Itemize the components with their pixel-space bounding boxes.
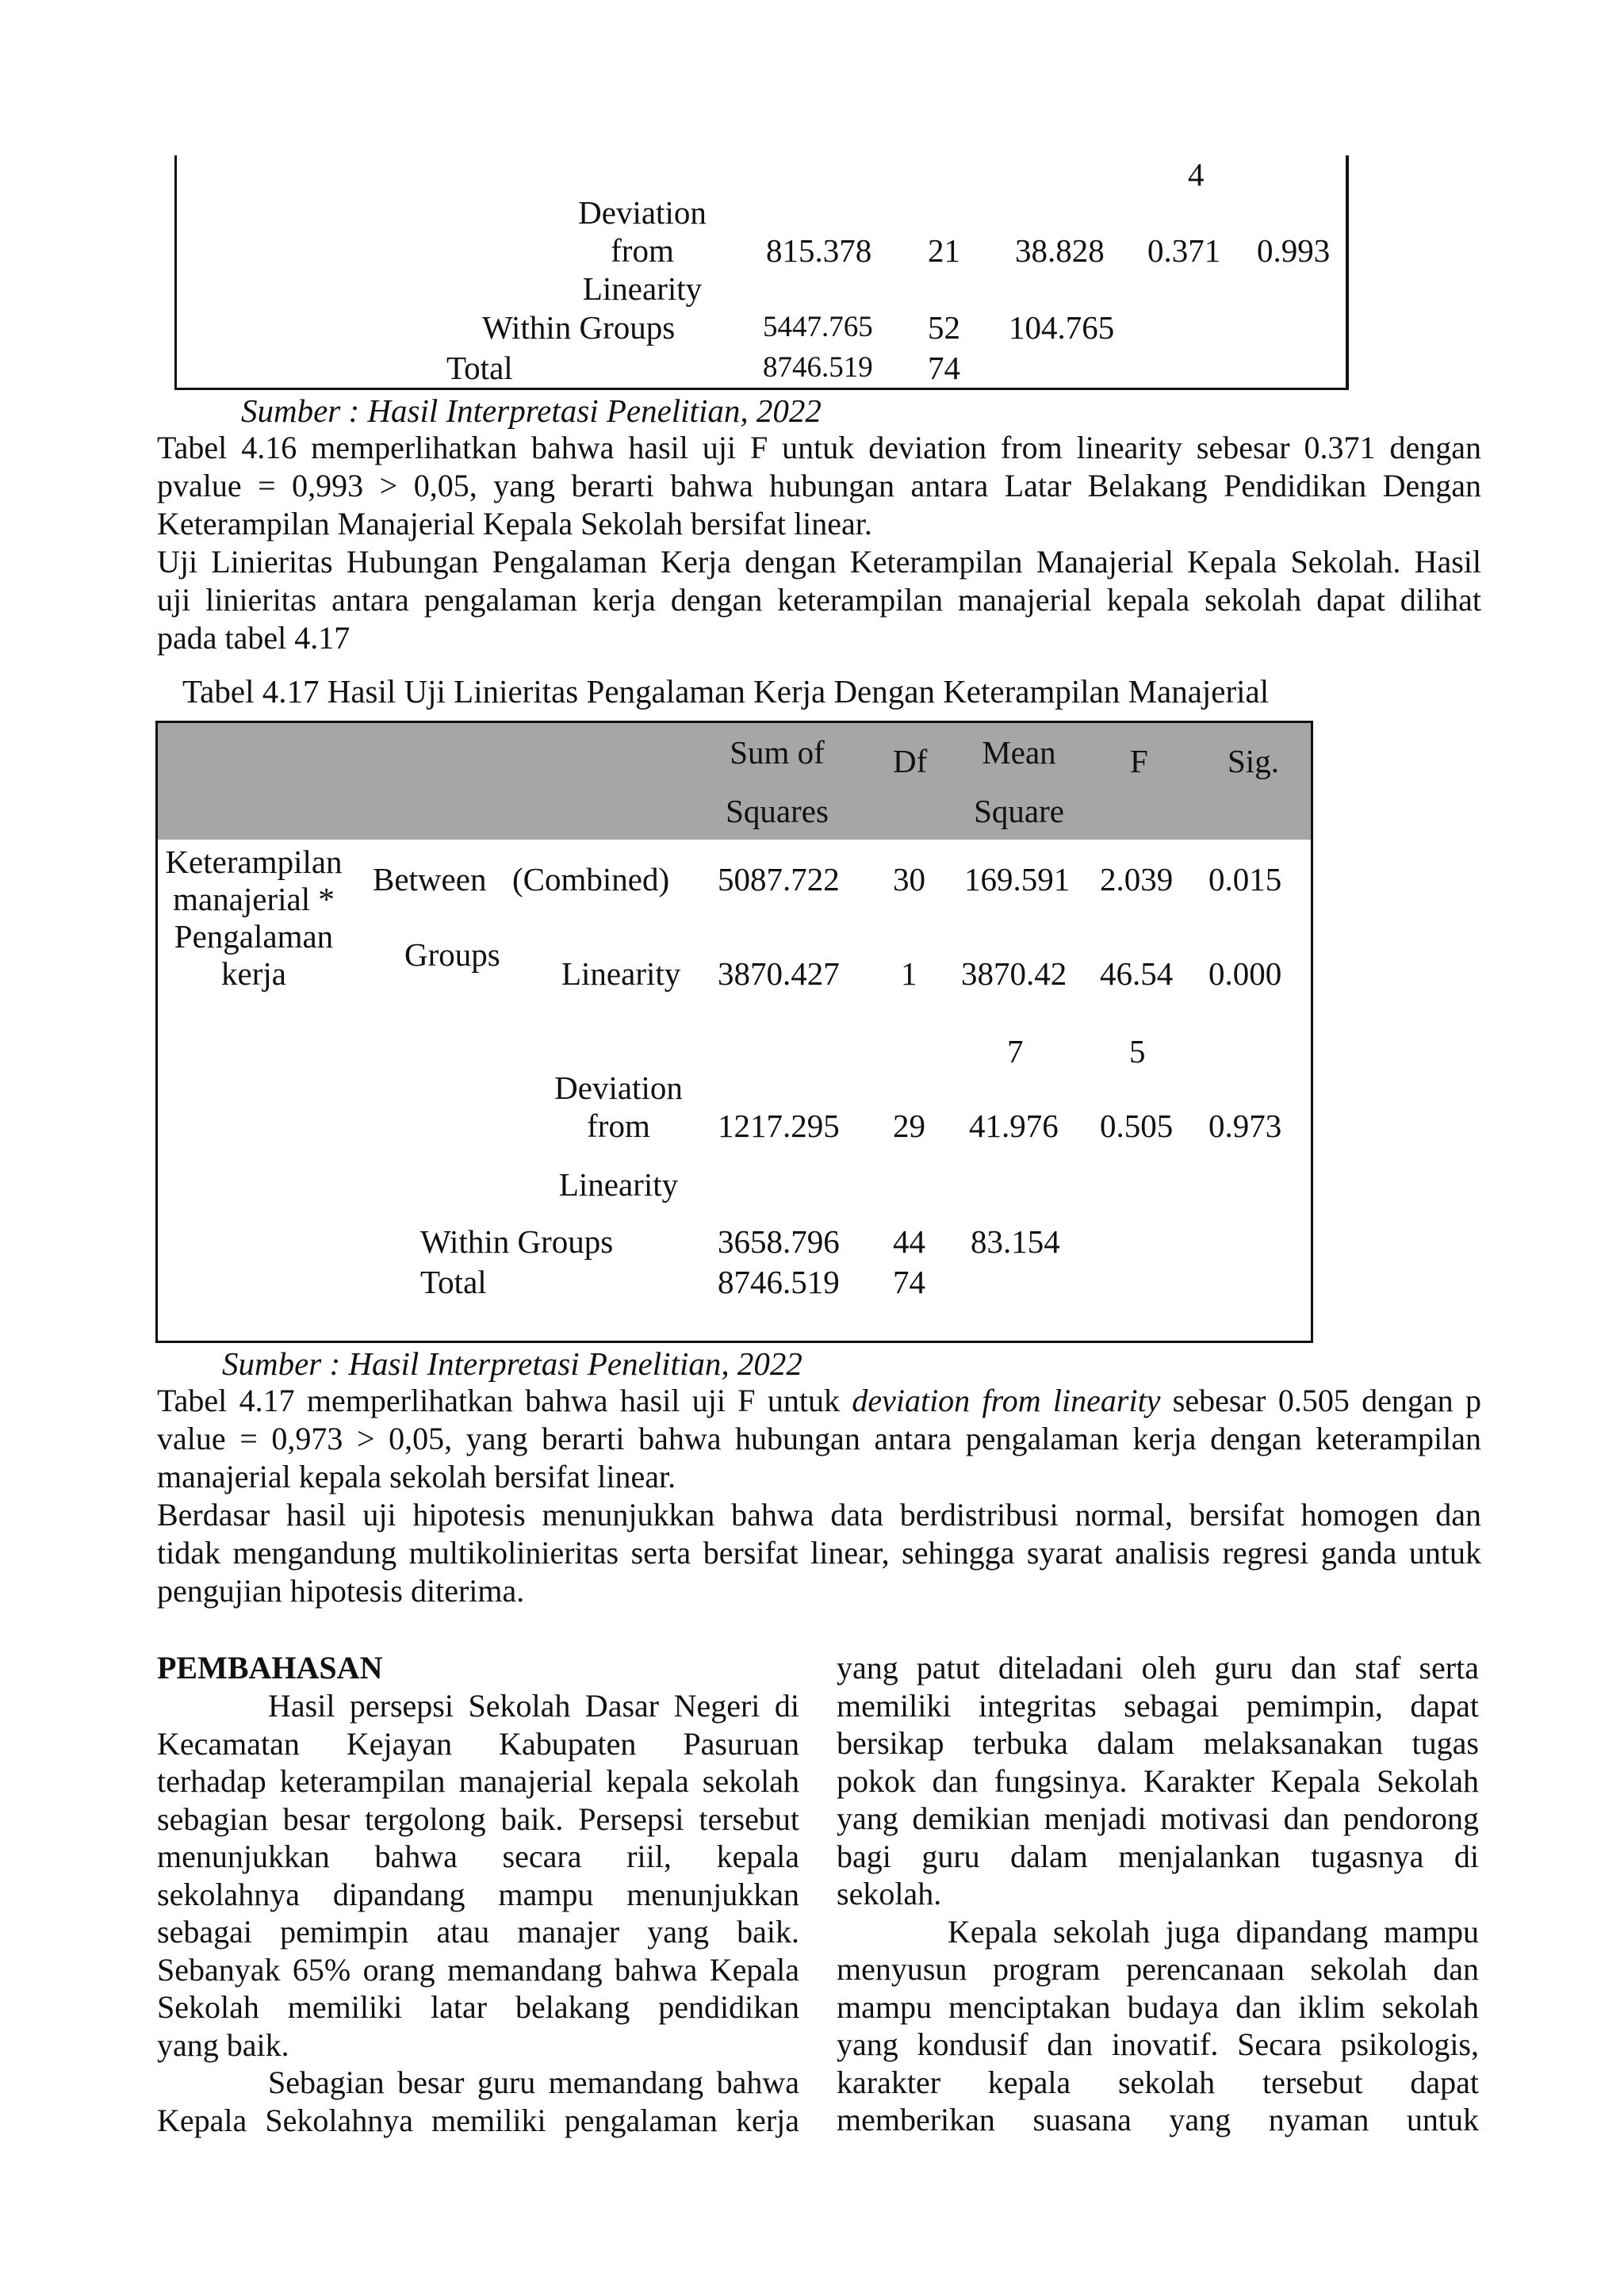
right-col-line: yang patut diteladani oleh guru dan staf serta	[837, 1650, 1479, 1686]
table-416-right-border	[1346, 155, 1349, 390]
right-col-line: Kepala sekolah juga dipandang mampu	[948, 1913, 1479, 1950]
left-col-line: Kepala Sekolahnya memiliki pengalaman kerja	[157, 2102, 799, 2138]
table-417-header-f: F	[1130, 743, 1148, 779]
table-417-between-label: Between	[373, 861, 487, 897]
paragraph-table-417-interpretation: Tabel 4.17 memperlihatkan bahwa hasil uji F untuk deviation from linearity sebesar 0.505 dengan p value = 0,973 > 0,05, yang berarti bahwa hubungan antara pengalaman kerja dengan keterampilan manajerial kepala sekolah bersifat linear.	[157, 1383, 1481, 1494]
table-417-row-label: Keterampilan manajerial * Pengalaman kerja	[165, 844, 343, 992]
table-417-deviation-df: 29	[893, 1108, 925, 1144]
table-417-total-df: 74	[893, 1264, 925, 1300]
left-col-line: Kecamatan Kejayan Kabupaten Pasuruan	[157, 1725, 799, 1762]
right-col-line: mampu menciptakan budaya dan iklim sekolah	[837, 1988, 1479, 2025]
table-416-within-ms: 104.765	[1009, 309, 1115, 346]
table-417-linearity-sig: 0.000	[1208, 955, 1282, 992]
table-416-deviation-f: 0.371	[1147, 232, 1221, 269]
table-417-source: Sumber : Hasil Interpretasi Penelitian, 2022	[222, 1345, 802, 1382]
table-417-within-ms: 83.154	[971, 1223, 1060, 1260]
table-417-header-df: Df	[893, 743, 928, 779]
right-col-line: bersikap terbuka dalam melaksanakan tugas	[837, 1725, 1479, 1761]
right-col-line: pokok dan fungsinya. Karakter Kepala Sekolah	[837, 1762, 1479, 1799]
right-col-line: yang kondusif dan inovatif. Secara psikologis,	[837, 2026, 1479, 2062]
table-417-deviation-ss: 1217.295	[718, 1108, 840, 1144]
paragraph-conclusion: Berdasar hasil uji hipotesis menunjukkan bahwa data berdistribusi normal, bersifat homogen dan tidak mengandung multikolinieritas serta bersifat linear, sehingga syarat analisis regresi ganda untuk pengujian hipotesis diterima.	[157, 1497, 1481, 1609]
table-416-total-df: 74	[928, 350, 960, 386]
left-col-line: sebagai pemimpin atau manajer yang baik.	[157, 1914, 799, 1950]
table-416-f-overflow: 4	[1188, 156, 1205, 193]
table-416-deviation-ms: 38.828	[1015, 232, 1105, 269]
table-417-linearity-ms-overflow: 7	[1007, 1033, 1024, 1070]
table-417-within-ss: 3658.796	[718, 1223, 840, 1260]
left-col-line: terhadap keterampilan manajerial kepala sekolah	[157, 1763, 799, 1799]
table-417-header-sig: Sig.	[1228, 743, 1279, 779]
table-416-source: Sumber : Hasil Interpretasi Penelitian, 2022	[241, 392, 822, 429]
table-416-deviation-df: 21	[928, 232, 960, 269]
table-416-left-border	[174, 155, 177, 390]
left-col-line: Sebanyak 65% orang memandang bahwa Kepala	[157, 1951, 799, 1988]
table-417-combined-df: 30	[893, 861, 925, 897]
table-416-total-ss: 8746.519	[763, 351, 873, 384]
table-416-bottom-border	[174, 388, 1349, 390]
left-col-line: Hasil persepsi Sekolah Dasar Negeri di	[268, 1688, 799, 1724]
table-417-linearity-ss: 3870.427	[718, 955, 840, 992]
table-416-within-ss: 5447.765	[763, 311, 873, 343]
section-title: PEMBAHASAN	[157, 1650, 383, 1686]
table-417-header-ss: Sum of Squares	[726, 734, 829, 829]
table-417-caption: Tabel 4.17 Hasil Uji Linieritas Pengalaman Kerja Dengan Keterampilan Manajerial	[182, 673, 1270, 710]
table-416-deviation-sig: 0.993	[1257, 232, 1331, 269]
table-417-combined-f: 2.039	[1100, 861, 1174, 897]
table-417-header-ms: Mean Square	[974, 734, 1064, 829]
left-col-line: sekolahnya dipandang mampu menunjukkan	[157, 1876, 799, 1912]
table-417-combined-ss: 5087.722	[718, 861, 840, 897]
table-416-within-label: Within Groups	[482, 309, 676, 346]
table-417-combined-sig: 0.015	[1208, 861, 1282, 897]
right-col-line: sekolah.	[837, 1876, 942, 1911]
table-417-total-ss: 8746.519	[718, 1264, 840, 1300]
left-col-line: sebagian besar tergolong baik. Persepsi tersebut	[157, 1800, 799, 1837]
table-417-linearity-df: 1	[901, 955, 917, 992]
right-col-line: menyusun program perencanaan sekolah dan	[837, 1951, 1479, 1987]
table-417-within-label: Within Groups	[420, 1223, 614, 1260]
right-col-line: memberikan suasana yang nyaman untuk	[837, 2102, 1479, 2137]
right-col-line: yang demikian menjadi motivasi dan pendorong	[837, 1800, 1479, 1836]
table-417-deviation-ms: 41.976	[969, 1108, 1059, 1144]
left-col-line: menunjukkan bahwa secara riil, kepala	[157, 1839, 799, 1874]
paragraph-table-416-interpretation: Tabel 4.16 memperlihatkan bahwa hasil uji F untuk deviation from linearity sebesar 0.371 dengan pvalue = 0,993 > 0,05, yang berarti bahwa hubungan antara Latar Belakang Pendidikan Dengan Keterampilan Manajerial Kepala Sekolah bersifat linear.	[157, 430, 1481, 541]
right-col-line: karakter kepala sekolah tersebut dapat	[837, 2064, 1479, 2100]
table-417-combined-label: (Combined)	[512, 861, 670, 897]
table-416-total-label: Total	[446, 350, 513, 386]
left-col-line: Sekolah memiliki latar belakang pendidikan	[157, 1989, 799, 2025]
left-col-line: Sebagian besar guru memandang bahwa	[268, 2064, 799, 2100]
table-417-deviation-sig: 0.973	[1208, 1108, 1282, 1144]
left-col-line: yang baik.	[157, 2026, 289, 2063]
table-417-total-label: Total	[420, 1264, 487, 1300]
table-417-within-df: 44	[893, 1223, 925, 1260]
table-416-deviation-label: Deviation from Linearity	[578, 194, 707, 307]
right-column	[837, 1649, 1479, 2139]
table-417-deviation-f: 0.505	[1100, 1108, 1174, 1144]
paragraph-linearity-intro: Uji Linieritas Hubungan Pengalaman Kerja dengan Keterampilan Manajerial Kepala Sekolah. Hasil uji linieritas antara pengalaman kerja dengan keterampilan manajerial kepala sekolah dapat dilihat pada tabel 4.17	[157, 544, 1481, 656]
table-417-combined-ms: 169.591	[964, 861, 1071, 897]
right-col-line: bagi guru dalam menjalankan tugasnya di	[837, 1838, 1479, 1874]
left-column	[157, 1687, 799, 2139]
table-417-linearity-ms: 3870.42	[961, 955, 1067, 992]
table-417-linearity-f-overflow: 5	[1129, 1033, 1146, 1070]
table-417-linearity-label: Linearity	[561, 955, 681, 992]
right-col-line: memiliki integritas sebagai pemimpin, dapat	[837, 1687, 1479, 1724]
table-416-within-df: 52	[928, 309, 960, 346]
table-417-deviation-label: Deviation from Linearity	[554, 1070, 683, 1203]
table-416-deviation-ss: 815.378	[766, 232, 872, 269]
table-417-groups-label: Groups	[404, 936, 500, 973]
table-417-linearity-f: 46.54	[1100, 955, 1174, 992]
